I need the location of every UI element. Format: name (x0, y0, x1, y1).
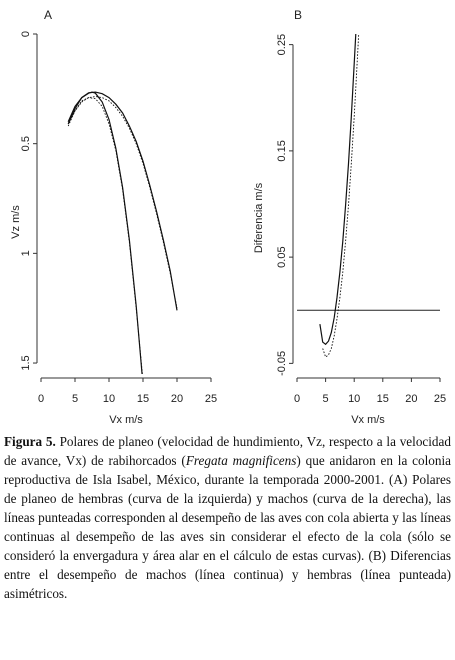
panel-b-x-tick-label: 0 (293, 393, 301, 405)
caption-text-2: ) que anidaron en la colonia reproductiva de Isla Isabel, México, durante la temporada 2000-2001. (A) Polares de planeo de hembras (curva de la izquierda) y machos (curva de la derecha), las líneas punteadas corresponden al desempeño de las aves con cola abierta y las líneas continuas al desempeño de las aves sin considerar el efecto de la cola (sólo se consideró la envergadura y área alar en el cálculo de estas curvas). (B) Diferencias entre el desempeño de machos (línea continua) y hembras (línea punteada) asimétricos. (4, 453, 451, 601)
panel-b-series-solid-0 (320, 32, 356, 344)
panel-b-x-tick-label: 15 (376, 393, 389, 405)
panel-a-letter: A (44, 8, 53, 22)
panel-a-x-tick-label: 10 (102, 393, 116, 405)
caption-species: Fregata magnificens (185, 453, 297, 468)
panel-a-y-tick-label: 0 (20, 30, 32, 38)
caption-label: Figura 5. (4, 434, 56, 449)
panel-a-x-tick-label: 25 (204, 393, 218, 405)
panel-a-x-tick-label: 0 (37, 393, 45, 405)
panel-a-x-tick-label: 5 (71, 393, 79, 405)
figure-caption (4, 432, 451, 603)
panel-a-x-tick-label: 20 (170, 393, 184, 405)
panel-b-x-tick-label: 20 (405, 393, 418, 405)
panel-b-y-tick-label: 0.25 (276, 33, 288, 56)
panel-b-y-tick-label: 0.15 (276, 140, 288, 162)
panel-a-xlabel: Vx m/s (109, 414, 143, 426)
panel-a-series-dotted-3 (68, 97, 177, 309)
panel-b-x-tick-label: 10 (348, 393, 361, 405)
panel-a-series-dotted-1 (68, 98, 146, 418)
panel-b-x-tick-label: 25 (433, 393, 447, 405)
caption-text-1: Polares de planeo (velocidad de hundimiento, Vz, respecto a la velocidad de avance, Vx) de rabihorcados ( (4, 434, 451, 468)
panel-b-ylabel: Diferencia m/s (253, 182, 265, 254)
panel-a-y-tick-label: 1 (20, 250, 32, 257)
panel-b (253, 8, 446, 426)
panel-b-x-tick-label: 5 (322, 393, 329, 405)
panel-b-xlabel: Vx m/s (351, 414, 385, 426)
panel-a-series-solid-2 (68, 92, 177, 310)
panel-b-letter: B (294, 8, 303, 22)
panel-a-y-tick-label: 0.5 (20, 136, 32, 152)
panel-b-y-tick-label: 0.05 (276, 246, 288, 268)
panel-a-ylabel: Vz m/s (10, 205, 22, 239)
panel-b-y-tick-label: -0.05 (276, 350, 288, 376)
panel-a-x-tick-label: 15 (136, 393, 150, 405)
panel-a-series-solid-0 (68, 92, 143, 385)
panel-a-y-tick-label: 1.5 (20, 355, 32, 371)
panel-a (10, 8, 217, 426)
